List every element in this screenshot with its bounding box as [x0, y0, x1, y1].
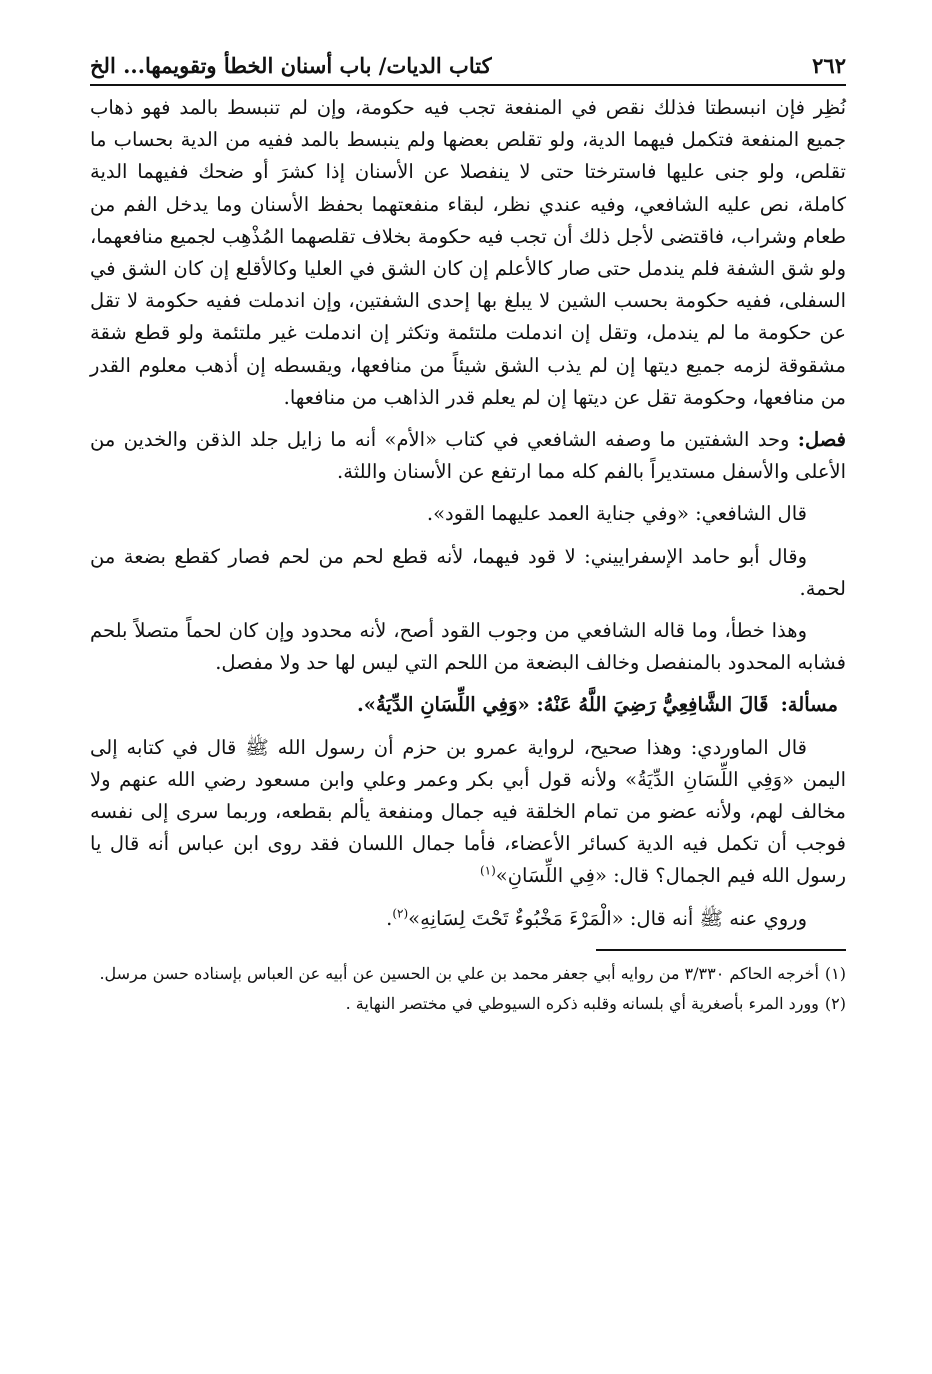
main-text	[90, 92, 846, 935]
footnote-number: (٢)	[824, 993, 846, 1013]
footnotes	[90, 961, 846, 1017]
paragraph: قال الشافعي: «وفي جناية العمد عليهما القود».	[426, 502, 807, 526]
footnote-ref: (١)	[479, 863, 496, 878]
masala-text: قَالَ الشَّافِعِيُّ رَضِيَ اللَّهُ عَنْهُ: «وَفِي اللِّسَانِ الدِّيَةُ».	[357, 693, 769, 717]
masala-lead: مسألة:	[780, 693, 838, 717]
paragraph-text: قال الماوردي: وهذا صحيح، لرواية عمرو بن حزم أن رسول الله ﷺ قال في كتابه إلى اليمن «وَفِي اللِّسَانِ الدِّيَةُ» ولأنه قول أبي بكر وعمر وعلي وابن مسعود رضي الله عنهم ولا مخالف لهم، ولأنه عضو من تمام الخلقة فيه جمال ومنفعة يألم بقطعه، وربما سرى إلى نفسه فوجب أن تكمل فيه الدية كسائر الأعضاء، فأما جمال اللسان فقد روى ابن عباس أنه قال يا رسول الله فيم الجمال؟ قال: «فِي اللِّسَانِ»	[90, 735, 846, 888]
footnote-ref: (٢)	[392, 906, 409, 921]
paragraph	[90, 732, 846, 893]
paragraph: نُظِر فإن انبسطتا فذلك نقص في المنفعة تجب فيه حكومة، وإن لم تنبسط بالمد فهو ذهاب جميع المنفعة فتكمل فيهما الدية، ولو تقلص بعضها ولم ينبسط بالمد ففيه من الدية بحساب ما تقلص، ولو جنى عليها فاسترختا حتى لا ينفصلا عن الأسنان إذا كشرَ أو ضحك ففيهما الدية كاملة، نص عليه الشافعي، وفيه عندي نظر، لبقاء منفعتهما بحفظ الأسنان وما يدخل الفم من طعام وشراب، فاقتضى لأجل ذلك أن تجب فيه حكومة بخلاف تقلصهما المُذْهِب لجميع منافعهما، ولو شق الشفة فلم يندمل حتى صار كالأعلم إن كان الشق في العليا وكالأقلع إن كان الشق في السفلى، ففيه حكومة بحسب الشين لا يبلغ بها إحدى الشفتين، وإن اندملت ففيه حكومة لا تقل عن حكومة ما لم يندمل، وتقل إن اندملت ملتئمة وتكثر إن اندملت غير ملتئمة ولو قطع شقة مشقوقة لزمه جميع ديتها إن لم يذب الشق شيئاً من منافعها، ويقسطه إن أذهب معلوم القدر من منافعها، وحكومة تقل عن ديتها إن لم يعلم قدر الذاهب من منافعها.	[90, 96, 847, 409]
footnote-item	[90, 961, 846, 987]
footnote-text: أخرجه الحاكم ٣/٣٣٠ من روايه أبي جعفر محمد بن علي بن الحسين عن أبيه عن العباس بإسناده حسن مرسل.	[99, 963, 819, 983]
footnote-text: وورد المرء بأصغرية أي بلسانه وقلبه ذكره السيوطي في مختصر النهاية .	[345, 993, 819, 1013]
book-page	[90, 52, 846, 1021]
paragraph: وقال أبو حامد الإسفراييني: لا قود فيهما، لأنه قطع لحم من لحم فصار كقطع بضعة من لحمة.	[90, 544, 846, 600]
section-lead: فصل:	[797, 428, 846, 452]
running-title: كتاب الديات/ باب أسنان الخطأ وتقويمها... الخ	[90, 53, 492, 78]
section-paragraph	[90, 424, 846, 488]
footnote-item	[90, 991, 846, 1017]
footnote-number: (١)	[824, 963, 846, 983]
page-header	[90, 52, 846, 86]
paragraph-text: وروي عنه ﷺ أنه قال: «الْمَرْءَ مَخْبُوءٌ تَحْتَ لِسَانِهِ»	[408, 906, 807, 930]
section-text: وحد الشفتين ما وصفه الشافعي في كتاب «الأم» أنه ما زايل جلد الذقن والخدين من الأعلى والأسفل مستديراً بالفم كله مما ارتفع عن الأسنان واللثة.	[90, 428, 846, 484]
paragraph-end: .	[386, 906, 393, 930]
paragraph	[90, 903, 846, 935]
paragraph: وهذا خطأ، وما قاله الشافعي من وجوب القود أصح، لأنه محدود وإن كان لحماً متصلاً بلحم فشابه المحدود بالمنفصل وخالف البضعة من اللحم التي ليس لها حد ولا مفصل.	[90, 619, 846, 675]
footnote-divider	[596, 949, 846, 951]
page-number: ٢٦٢	[812, 53, 846, 78]
masala-heading	[90, 689, 846, 721]
